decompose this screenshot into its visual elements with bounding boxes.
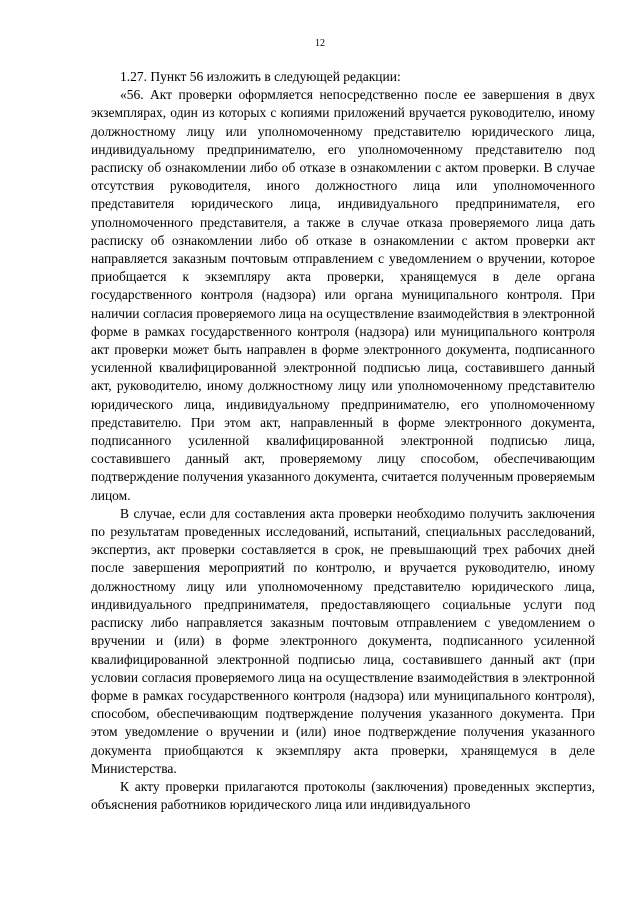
- paragraph-examination-case: В случае, если для составления акта проверки необходимо получить заключения по результатам проведенных исследований, испытаний, специальных расследований, экспертиз, акт проверки составляется в срок, не превышающий трех рабочих дней после завершения мероприятий по контролю, и вручается руководителю, иному должностному лицу или уполномоченному представителю юридического лица, индивидуального предпринимателя, предоставляющего социальные услуги под расписку либо направляется заказным почтовым отправлением с уведомлением о вручении и (или) в форме электронного документа, подписанного усиленной квалифицированной электронной подписью лица, составившего данный акт (при условии согласия проверяемого лица на осуществление взаимодействия в электронной форме в рамках государственного контроля (надзора) или муниципального контроля), способом, обеспечивающим подтверждение получения указанного документа. При этом уведомление о вручении и (или) иное подтверждение получения указанного документа приобщаются к экземпляру акта проверки, хранящемуся в деле Министерства.: [91, 505, 595, 776]
- paragraph-heading-item: 1.27. Пункт 56 изложить в следующей редакции:: [120, 69, 401, 84]
- paragraph-attachments: К акту проверки прилагаются протоколы (заключения) проведенных экспертиз, объяснения работников юридического лица или индивидуального: [91, 778, 595, 813]
- paragraph-item-56: «56. Акт проверки оформляется непосредственно после ее завершения в двух экземплярах, один из которых с копиями приложений вручается руководителю, иному должностному лицу или уполномоченному представителю юридического лица, индивидуальному предпринимателю, его уполномоченному представителю под расписку об ознакомлении либо об отказе в ознакомлении с актом проверки. В случае отсутствия руководителя, иного должностного лица или уполномоченного представителя юридического лица, индивидуального предпринимателя, его уполномоченного представителя, а также в случае отказа проверяемого лица дать расписку об ознакомлении либо об отказе в ознакомлении с актом проверки акт направляется заказным почтовым отправлением с уведомлением о вручении, которое приобщается к экземпляру акта проверки, хранящемуся в деле органа государственного контроля (надзора) или органа муниципального контроля. При наличии согласия проверяемого лица на осуществление взаимодействия в электронной форме в рамках государственного контроля (надзора) или муниципального контроля акт проверки может быть направлен в форме электронного документа, подписанного усиленной квалифицированной электронной подписью лица, составившего данный акт, руководителю, иному должностному лицу или уполномоченному представителю юридического лица, индивидуальному предпринимателю, его уполномоченному представителю. При этом акт, направленный в форме электронного документа, подписанного усиленной квалифицированной электронной подписью лица, составившего данный акт, проверяемому лицу способом, обеспечивающим подтверждение получения указанного документа, считается полученным проверяемым лицом.: [91, 87, 595, 503]
- page-number: 12: [315, 38, 325, 49]
- document-body: [91, 68, 595, 814]
